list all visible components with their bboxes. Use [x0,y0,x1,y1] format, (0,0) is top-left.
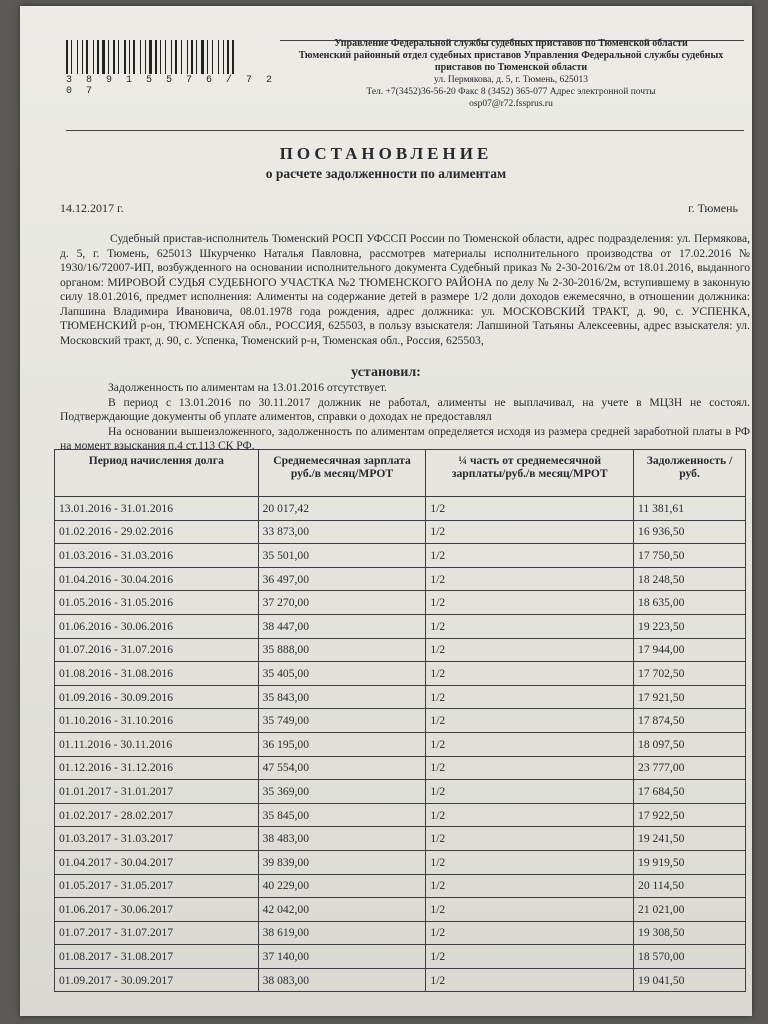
finding-3: На основании вышеизложенного, задолженность по алиментам определяется исходя из размера средней заработной платы в РФ на момент взыскания п.4 ст.113 СК РФ. [60,424,750,452]
cell-period: 01.08.2017 - 31.08.2017 [55,945,259,969]
cell-avg-salary: 38 483,00 [258,827,426,851]
table-row [55,803,746,827]
barcode-bar [214,40,217,74]
cell-debt: 20 114,50 [634,874,746,898]
barcode-bar [198,40,200,74]
cell-period: 13.01.2016 - 31.01.2016 [55,497,259,521]
barcode-bar [173,40,174,74]
cell-avg-salary: 38 447,00 [258,614,426,638]
cell-share: 1/2 [426,756,634,780]
intro-text: Судебный пристав-исполнитель Тюменский РОСП УФССП России по Тюменской области, адрес подразделения: ул. Пермякова, д. 5, г. Тюмень, 625013 Шкурченко Наталья Павловна, рассмотрев материалы исполнительного производства от 17.02.2016 № 1930/16/72007-ИП, возбужденного на основании исполнительного документа Судебный приказ № 2-30-2016/2м от 18.01.2016, выданного органом: МИРОВОЙ СУДЬЯ СУДЕБНОГО УЧАСТКА №2 ТЮМЕНСКОГО РАЙОНА по делу № 2-30-2016/2м, вступившему в законную силу 18.01.2016, предмет исполнения: Алименты на содержание детей в размере 1/2 доли доходов ежемесячно, в отношении должника: Лапшина Владимира Ивановича, 08.01.1978 года рождения, адрес должника: ул. МОСКОВСКИЙ ТРАКТ, д. 90, с. УСПЕНКА, ТЮМЕНСКИЙ р-он, ТЮМЕНСКАЯ обл., РОССИЯ, 625503, в пользу взыскателя: Лапшиной Татьяны Алексеевны, адрес взыскателя: ул. Московский тракт, д. 90, с. Успенка, Тюменский р-н, Тюменская обл., Россия, 625503, [60,232,750,347]
barcode-bar [171,40,172,74]
barcode-bar [227,40,229,74]
barcode-bar [201,40,204,74]
cell-period: 01.07.2016 - 31.07.2016 [55,638,259,662]
barcode-bar [116,40,117,74]
barcode-bar [140,40,141,74]
barcode-bar [220,40,222,74]
cell-debt: 19 223,50 [634,614,746,638]
cell-share: 1/2 [426,591,634,615]
barcode-bar [133,40,135,74]
table-row [55,662,746,686]
cell-period: 01.05.2017 - 31.05.2017 [55,874,259,898]
barcode-bar [162,40,164,74]
cell-avg-salary: 35 405,00 [258,662,426,686]
barcode-bar [230,40,231,74]
cell-share: 1/2 [426,921,634,945]
header-share: ¼ часть от среднемесячной зарплаты/руб./в месяц/МРОТ [426,450,634,497]
barcode-bar [153,40,154,74]
cell-avg-salary: 40 229,00 [258,874,426,898]
barcode-bar [100,40,101,74]
table-row [55,850,746,874]
cell-period: 01.05.2016 - 31.05.2016 [55,591,259,615]
barcode-bar [187,40,188,74]
cell-avg-salary: 39 839,00 [258,850,426,874]
header-period: Период начисления долга [55,450,259,497]
cell-share: 1/2 [426,780,634,804]
barcode-bar [89,40,92,74]
barcode-bar [129,40,130,74]
cell-share: 1/2 [426,520,634,544]
cell-period: 01.09.2017 - 30.09.2017 [55,968,259,992]
cell-avg-salary: 35 501,00 [258,544,426,568]
table-row [55,520,746,544]
cell-debt: 18 097,50 [634,732,746,756]
barcode-bar [124,40,126,74]
barcode-bar [120,40,123,74]
barcode-bar [77,40,78,74]
cell-share: 1/2 [426,544,634,568]
barcode-bar [158,40,159,74]
barcode-bar [165,40,166,74]
cell-avg-salary: 37 140,00 [258,945,426,969]
barcode-bar [136,40,139,74]
document-sheet [20,6,752,1016]
barcode-bar [160,40,161,74]
barcode-bar [207,40,208,74]
barcode-bar [95,40,96,74]
cell-period: 01.02.2017 - 28.02.2017 [55,803,259,827]
barcode-bar [79,40,81,74]
table-row [55,921,746,945]
cell-debt: 18 570,00 [634,945,746,969]
barcode-bar [108,40,109,74]
barcode-bar [142,40,144,74]
barcode [66,40,280,97]
cell-avg-salary: 35 749,00 [258,709,426,733]
cell-share: 1/2 [426,803,634,827]
barcode-bar [102,40,105,74]
cell-period: 01.06.2017 - 30.06.2017 [55,898,259,922]
cell-avg-salary: 36 195,00 [258,732,426,756]
cell-period: 01.08.2016 - 31.08.2016 [55,662,259,686]
cell-period: 01.03.2017 - 31.03.2017 [55,827,259,851]
cell-debt: 19 919,50 [634,850,746,874]
barcode-bar [66,40,68,74]
barcode-bar [175,40,177,74]
debt-calculation-table [54,449,746,992]
table-row [55,685,746,709]
table-row [55,827,746,851]
cell-debt: 19 041,50 [634,968,746,992]
cell-avg-salary: 38 083,00 [258,968,426,992]
cell-debt: 21 021,00 [634,898,746,922]
header-rule-bottom [66,130,744,131]
cell-debt: 17 874,50 [634,709,746,733]
table-row [55,874,746,898]
table-row [55,780,746,804]
cell-share: 1/2 [426,567,634,591]
cell-debt: 17 921,50 [634,685,746,709]
barcode-bar [84,40,85,74]
cell-debt: 23 777,00 [634,756,746,780]
org-address: ул. Пермякова, д. 5, г. Тюмень, 625013 [434,75,588,85]
cell-avg-salary: 35 843,00 [258,685,426,709]
cell-share: 1/2 [426,874,634,898]
cell-debt: 16 936,50 [634,520,746,544]
document-city: г. Тюмень [688,201,738,215]
table-row [55,544,746,568]
cell-period: 01.03.2016 - 31.03.2016 [55,544,259,568]
barcode-bar [97,40,99,74]
cell-share: 1/2 [426,614,634,638]
barcode-bar [205,40,206,74]
issuer-header [288,38,734,110]
cell-avg-salary: 47 554,00 [258,756,426,780]
barcode-bar [127,40,128,74]
established-heading: установил: [351,365,421,380]
barcode-bar [155,40,157,74]
barcode-bar [106,40,107,74]
cell-debt: 19 241,50 [634,827,746,851]
document-date: 14.12.2017 г. [60,201,124,215]
cell-share: 1/2 [426,945,634,969]
barcode-bar [110,40,112,74]
barcode-bar [178,40,180,74]
barcode-bar [225,40,226,74]
table-row [55,638,746,662]
cell-period: 01.06.2016 - 30.06.2016 [55,614,259,638]
cell-avg-salary: 36 497,00 [258,567,426,591]
table-row [55,497,746,521]
cell-debt: 11 381,61 [634,497,746,521]
cell-period: 01.01.2017 - 31.01.2017 [55,780,259,804]
barcode-bar [69,40,70,74]
document-subtitle: о расчете задолженности по алиментам [265,166,507,181]
table-row [55,756,746,780]
table-row [55,968,746,992]
finding-1: Задолженность по алиментам на 13.01.2016 отсутствует. [108,381,387,394]
barcode-bar [73,40,76,74]
table-header-row [55,450,746,497]
cell-period: 01.09.2016 - 30.09.2016 [55,685,259,709]
cell-debt: 18 248,50 [634,567,746,591]
cell-avg-salary: 33 873,00 [258,520,426,544]
findings [60,381,750,454]
barcode-bar [131,40,132,74]
barcode-bar [149,40,152,74]
cell-avg-salary: 35 369,00 [258,780,426,804]
barcode-bar [183,40,186,74]
cell-share: 1/2 [426,497,634,521]
barcode-bar [223,40,224,74]
cell-share: 1/2 [426,850,634,874]
barcode-bar [118,40,119,74]
cell-avg-salary: 35 845,00 [258,803,426,827]
cell-period: 01.04.2017 - 30.04.2017 [55,850,259,874]
barcode-bar [93,40,94,74]
cell-debt: 17 750,50 [634,544,746,568]
barcode-bar [196,40,197,74]
cell-period: 01.11.2016 - 30.11.2016 [55,732,259,756]
table-row [55,709,746,733]
cell-debt: 18 635,00 [634,591,746,615]
table-row [55,567,746,591]
org-contacts: Тел. +7(3452)36-56-20 Факс 8 (3452) 365-077 Адрес электронной почты [366,87,656,97]
cell-share: 1/2 [426,732,634,756]
barcode-bar [218,40,219,74]
header-debt: Задолженность /руб. [634,450,746,497]
cell-avg-salary: 35 888,00 [258,638,426,662]
cell-debt: 17 684,50 [634,780,746,804]
cell-period: 01.10.2016 - 31.10.2016 [55,709,259,733]
cell-share: 1/2 [426,898,634,922]
barcode-bar [86,40,88,74]
org-email: osp07@r72.fssprus.ru [469,99,553,109]
intro-paragraph [60,232,750,348]
cell-debt: 17 922,50 [634,803,746,827]
finding-2: В период с 13.01.2016 по 30.11.2017 должник не работал, алименты не выплачивал, на учете в МЦЗН не состоял. Подтверждающие документы об уплате алиментов, справки о доходах не предоставлял [60,395,750,423]
cell-share: 1/2 [426,638,634,662]
barcode-bar [181,40,182,74]
document-title: ПОСТАНОВЛЕНИЕ [279,144,493,163]
barcode-bar [194,40,195,74]
org-line-2: Тюменский районный отдел судебных приставов Управления Федеральной службы судебных приставов по Тюменской области [298,50,724,73]
barcode-number: 3 8 9 1 5 5 7 6 / 7 2 0 7 [66,75,277,97]
table-row [55,591,746,615]
barcode-bar [212,40,213,74]
cell-avg-salary: 42 042,00 [258,898,426,922]
barcode-bar [191,40,193,74]
cell-period: 01.04.2016 - 30.04.2016 [55,567,259,591]
table-row [55,732,746,756]
barcode-bar [232,40,234,74]
table-row [55,898,746,922]
cell-period: 01.07.2017 - 31.07.2017 [55,921,259,945]
cell-period: 01.12.2016 - 31.12.2016 [55,756,259,780]
barcode-bars [66,40,280,74]
barcode-bar [209,40,211,74]
barcode-bar [113,40,115,74]
barcode-bar [167,40,170,74]
barcode-bar [189,40,190,74]
cell-debt: 19 308,50 [634,921,746,945]
table-row [55,614,746,638]
cell-avg-salary: 38 619,00 [258,921,426,945]
cell-share: 1/2 [426,827,634,851]
header-avg-salary: Среднемесячная зарплата руб./в месяц/МРОТ [258,450,426,497]
barcode-bar [71,40,72,74]
cell-period: 01.02.2016 - 29.02.2016 [55,520,259,544]
barcode-bar [147,40,148,74]
table-row [55,945,746,969]
cell-share: 1/2 [426,662,634,686]
cell-share: 1/2 [426,968,634,992]
barcode-bar [145,40,146,74]
cell-debt: 17 944,00 [634,638,746,662]
org-line-1: Управление Федеральной службы судебных приставов по Тюменской области [334,38,688,49]
cell-avg-salary: 20 017,42 [258,497,426,521]
barcode-bar [82,40,83,74]
cell-share: 1/2 [426,709,634,733]
cell-avg-salary: 37 270,00 [258,591,426,615]
table-body [55,497,746,992]
cell-debt: 17 702,50 [634,662,746,686]
cell-share: 1/2 [426,685,634,709]
